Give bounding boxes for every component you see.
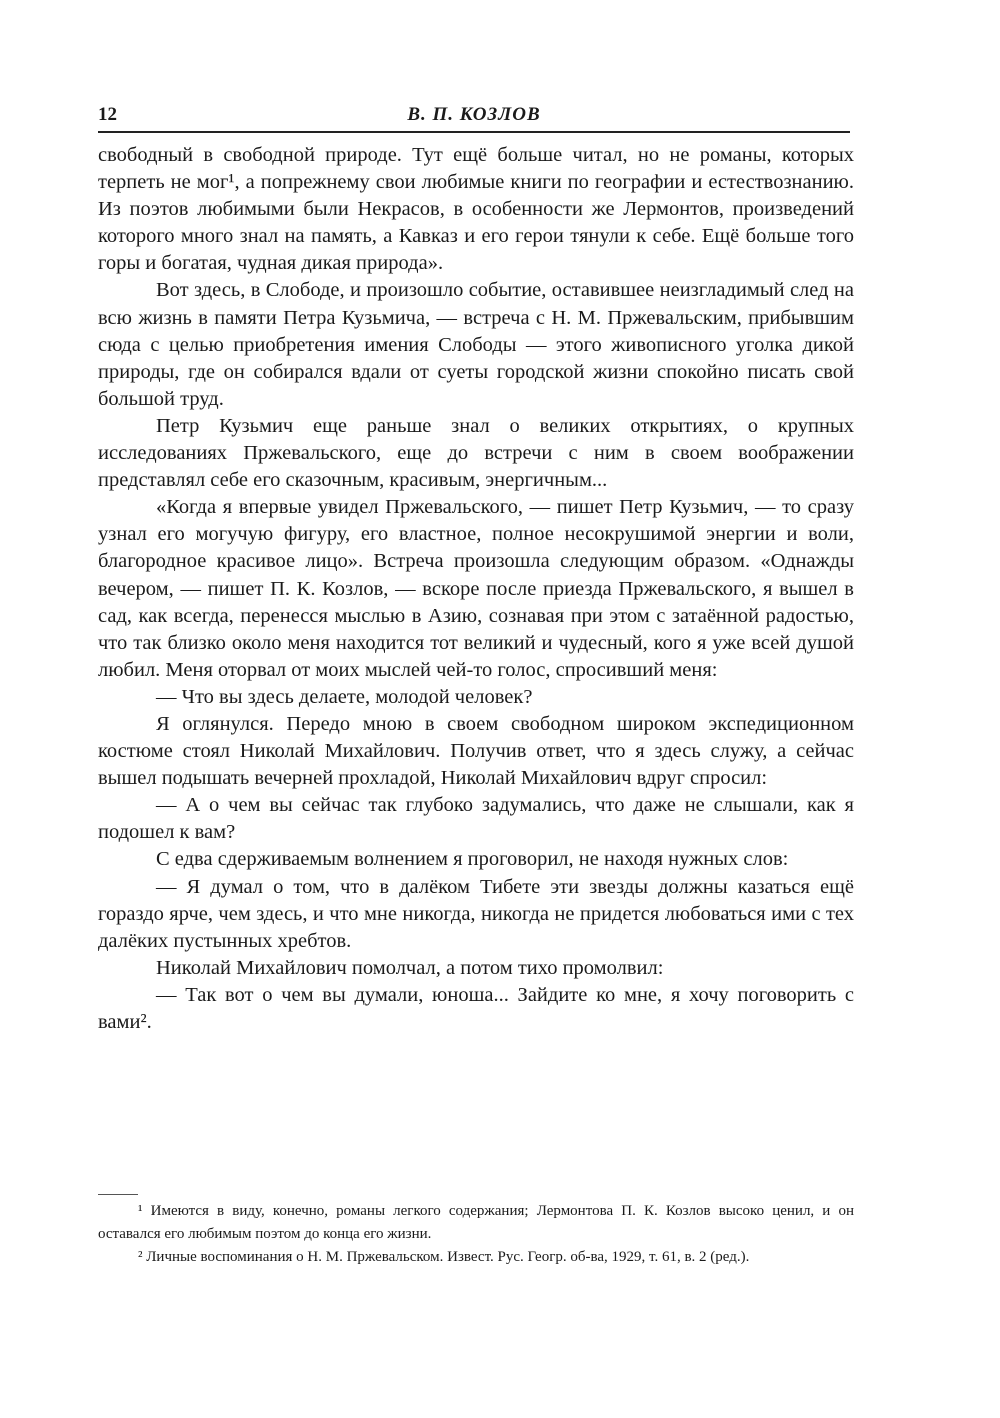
footnote-rule [98,1194,138,1195]
paragraph: Николай Михайлович помолчал, а потом тихо промолвил: [156,956,664,979]
dialogue-line: — Я думал о том, что в далёком Тибете эти звезды должны казаться ещё гораздо ярче, чем здесь, и что мне никогда, никогда не придется любоваться ими с тех далёких пустынных хребтов. [98,875,854,952]
header-rule [98,131,850,133]
running-head [98,100,850,130]
page-number: 12 [98,104,117,125]
paragraph: Я оглянулся. Передо мною в своем свободном широком экспедиционном костюме стоял Николай Михайлович. Получив ответ, что я здесь служу, а сейчас вышел подышать вечерней прохладой, Николай Михайлович вдруг спросил: [98,712,854,790]
footnotes [98,1200,854,1269]
paragraph: Петр Кузьмич еще раньше знал о великих открытиях, о крупных исследованиях Пржевальского, еще до встречи с ним в своем воображении представлял себе его сказочным, красивым, энергичным... [98,414,854,492]
footnote-2: ² Личные воспоминания о Н. М. Пржевальском. Извест. Рус. Геогр. об-ва, 1929, т. 61, в. 2 (ред.). [138,1249,750,1265]
running-head-title: В. П. КОЗЛОВ [407,104,541,125]
body-text [98,142,854,1036]
dialogue-line: — Что вы здесь делаете, молодой человек? [156,685,533,708]
paragraph: свободный в свободной природе. Тут ещё больше читал, но не романы, которых терпеть не мог¹, а попрежнему свои любимые книги по географии и естествознанию. Из поэтов любимыми были Некрасов, в особенности же Лермонтов, произведений которого много знал на память, а Кавказ и его герои тянули к себе. Ещё больше того горы и богатая, чудная дикая природа». [98,144,854,275]
dialogue-line: — А о чем вы сейчас так глубоко задумались, что даже не слышали, как я подошел к вам? [98,794,854,844]
footnote-1: ¹ Имеются в виду, конечно, романы легкого содержания; Лермонтова П. К. Козлов высоко ценил, и он оставался его любимым поэтом до конца его жизни. [98,1203,854,1242]
paragraph: Вот здесь, в Слободе, и произошло событие, оставившее неизгладимый след на всю жизнь в памяти Петра Кузьмича, — встреча с Н. М. Пржевальским, прибывшим сюда с целью приобретения имения Слободы — этого живописного уголка дикой природы, где он собирался вдали от суеты городской жизни спокойно писать свой большой труд. [98,279,854,410]
paragraph: «Когда я впервые увидел Пржевальского, — пишет Петр Кузьмич, — то сразу узнал его могучую фигуру, его властное, полное несокрушимой энергии и воли, благородное красивое лицо». Встреча произошла следующим образом. «Однажды вечером, — пишет П. К. Козлов, — вскоре после приезда Пржевальского, я вышел в сад, как всегда, перенесся мыслью в Азию, сознавая при этом с затаённой радостью, что так близко около меня находится тот великий и чудесный, кого я уже всей душой любил. Меня оторвал от моих мыслей чей-то голос, спросивший меня: [98,496,854,681]
paragraph: С едва сдерживаемым волнением я проговорил, не находя нужных слов: [156,848,789,871]
dialogue-line: — Так вот о чем вы думали, юноша... Зайдите ко мне, я хочу поговорить с вами². [98,983,854,1033]
